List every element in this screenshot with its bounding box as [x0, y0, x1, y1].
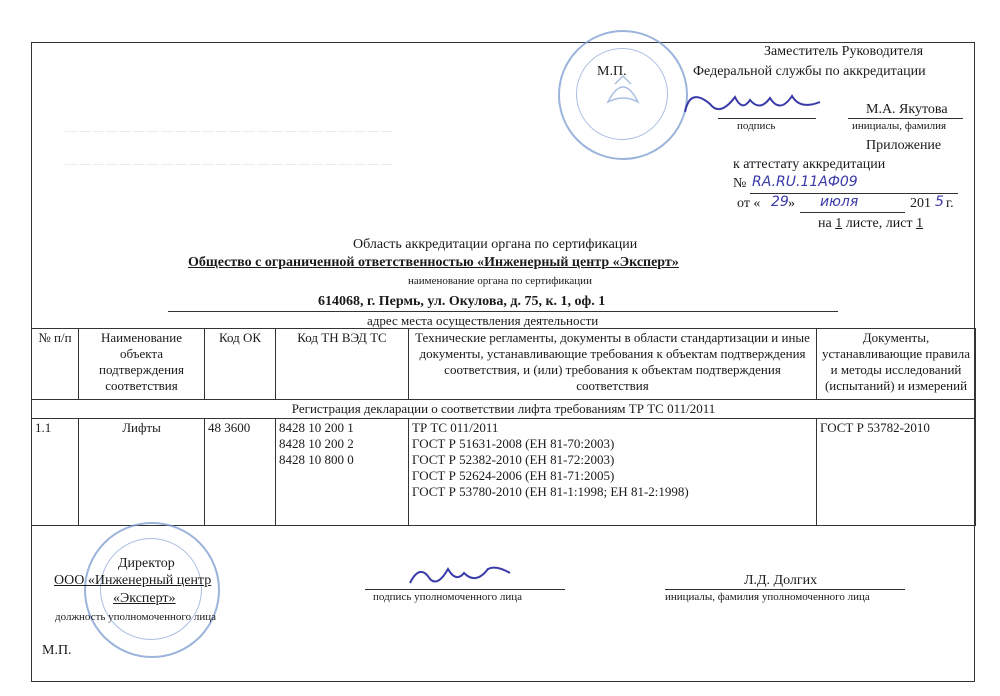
table-header-row	[32, 329, 976, 400]
director-org-line1: ООО «Инженерный центр	[54, 573, 212, 588]
row-num: 1.1	[32, 419, 79, 526]
address-caption: адрес места осуществления деятельности	[367, 313, 599, 328]
header-object: Наименование объекта подтверждения соответствия	[79, 329, 205, 400]
date-close: »	[788, 196, 795, 211]
deputy-line1: Заместитель Руководителя	[764, 44, 924, 59]
date-day: 29	[771, 194, 789, 210]
number-prefix: №	[733, 176, 747, 191]
mp-bottom: М.П.	[42, 643, 72, 658]
appendix-title: Приложение	[866, 138, 942, 153]
header-methods: Документы, устанавливающие правила и методы исследований (испытаний) и измерений	[817, 329, 976, 400]
person-name: Л.Д. Долгих	[744, 573, 818, 588]
table-row	[32, 419, 976, 526]
row-object-name: Лифты	[79, 419, 205, 526]
signature-line	[365, 589, 565, 590]
header-regulations: Технические регламенты, документы в области стандартизации и иные документы, устанавливающие требования к объектам подтверждения соответствия, и (или) требования к объектам подтверждения соответствия	[409, 329, 817, 400]
company-stamp	[84, 522, 220, 658]
signature-caption: подпись уполномоченного лица	[373, 591, 522, 603]
caption-initials: инициалы, фамилия	[852, 120, 947, 132]
date-from: от «	[737, 196, 761, 211]
section-title: Регистрация декларации о соответствии лифта требованиям ТР ТС 011/2011	[32, 400, 976, 419]
tn-code: 8428 10 800 0	[279, 452, 354, 467]
org-address: 614068, г. Пермь, ул. Окулова, д. 75, к. 1, оф. 1	[318, 294, 606, 309]
signature-line	[718, 118, 816, 119]
sheets-current: 1	[916, 216, 924, 231]
tn-code: 8428 10 200 2	[279, 436, 354, 451]
header-ok-code: Код ОК	[205, 329, 276, 400]
person-caption: инициалы, фамилия уполномоченного лица	[665, 591, 870, 603]
signer-name: М.А. Якутова	[866, 102, 948, 117]
row-tn-codes	[276, 419, 409, 526]
date-suffix: г.	[946, 196, 954, 211]
federal-stamp	[558, 30, 688, 160]
sheets-total: 1	[835, 216, 843, 231]
header-tn-code: Код ТН ВЭД ТС	[276, 329, 409, 400]
accreditation-table	[31, 328, 976, 526]
show-through-text: — — — — — — — — — — — — — — — — — — — — — — — —	[65, 158, 393, 170]
regulation: ГОСТ Р 51631-2008 (ЕН 81-70:2003)	[412, 436, 615, 451]
person-line	[665, 589, 905, 590]
mp-top: М.П.	[597, 64, 627, 79]
date-month: июля	[820, 194, 859, 210]
sheets-mid: листе, лист	[845, 216, 913, 231]
caption-signature: подпись	[737, 120, 776, 132]
accreditation-number: RA.RU.11АФ09	[752, 174, 858, 190]
header-num: № п/п	[32, 329, 79, 400]
section-row	[32, 400, 976, 419]
scope-title: Область аккредитации органа по сертификации	[353, 237, 638, 252]
sheets-on: на	[818, 216, 832, 231]
tn-code: 8428 10 200 1	[279, 420, 354, 435]
row-ok-code: 48 3600	[205, 419, 276, 526]
regulation: ТР ТС 011/2011	[412, 420, 499, 435]
org-caption: наименование органа по сертификации	[408, 275, 592, 287]
regulation: ГОСТ Р 52624-2006 (ЕН 81-71:2005)	[412, 468, 615, 483]
eagle-emblem-icon	[560, 32, 686, 158]
org-name: Общество с ограниченной ответственностью «Инженерный центр «Эксперт»	[188, 255, 679, 270]
row-regulations	[409, 419, 817, 526]
address-line	[168, 311, 838, 312]
row-methods: ГОСТ Р 53782-2010	[817, 419, 976, 526]
show-through-text: — — — — — — — — — — — — — — — — — — — — — — — —	[65, 125, 393, 137]
regulation: ГОСТ Р 52382-2010 (ЕН 81-72:2003)	[412, 452, 615, 467]
regulation: ГОСТ Р 53780-2010 (ЕН 81-1:1998; ЕН 81-2:1998)	[412, 484, 689, 499]
deputy-line2: Федеральной службы по аккредитации	[693, 64, 926, 79]
initials-line	[848, 118, 963, 119]
month-line	[800, 212, 905, 213]
appendix-to: к аттестату аккредитации	[733, 157, 886, 172]
position-caption: должность уполномоченного лица	[55, 611, 217, 623]
date-year-digit: 5	[935, 194, 944, 210]
date-year-prefix: 201	[910, 196, 931, 211]
director-org-line2: «Эксперт»	[113, 591, 176, 606]
director-title: Директор	[118, 556, 175, 571]
